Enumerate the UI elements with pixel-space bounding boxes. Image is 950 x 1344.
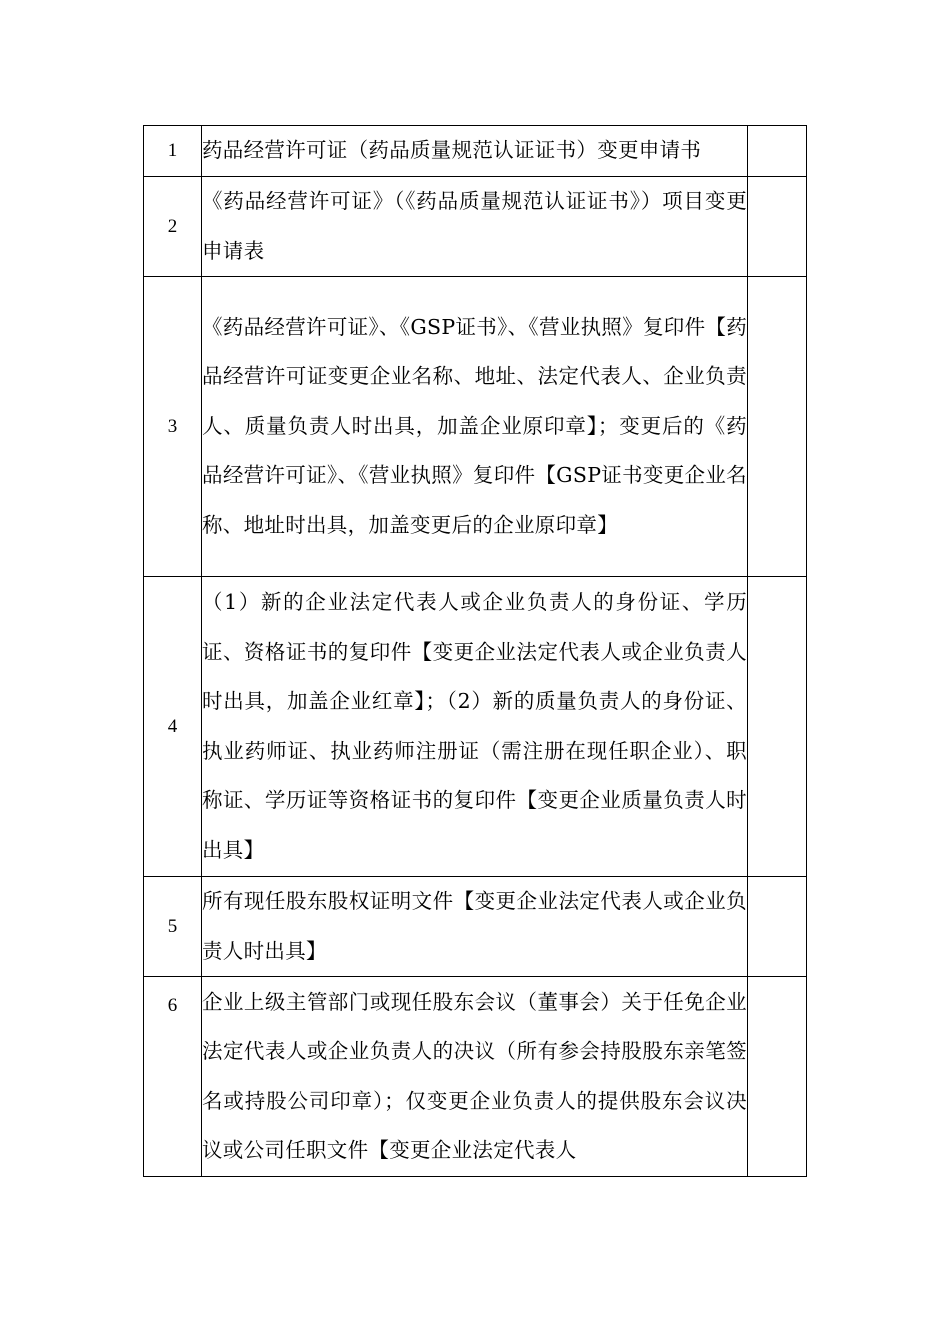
requirements-table	[143, 125, 807, 1177]
table-row	[144, 126, 807, 177]
row-note	[748, 877, 807, 977]
row-content: （1）新的企业法定代表人或企业负责人的身份证、学历证、资格证书的复印件【变更企业法定代表人或企业负责人时出具，加盖企业红章】；（2）新的质量负责人的身份证、执业药师证、执业药师注册证（需注册在现任职企业）、职称证、学历证等资格证书的复印件【变更企业质量负责人时出具】	[202, 577, 748, 877]
row-content: 企业上级主管部门或现任股东会议（董事会）关于任免企业法定代表人或企业负责人的决议（所有参会持股股东亲笔签名或持股公司印章）；仅变更企业负责人的提供股东会议决议或公司任职文件【变更企业法定代表人	[202, 977, 748, 1177]
row-number: 1	[144, 126, 202, 177]
table-row	[144, 877, 807, 977]
table-row	[144, 577, 807, 877]
table-row	[144, 177, 807, 277]
row-number: 3	[144, 277, 202, 577]
row-content: 《药品经营许可证》（《药品质量规范认证证书》）项目变更申请表	[202, 177, 748, 277]
row-content: 《药品经营许可证》、《GSP证书》、《营业执照》复印件【药品经营许可证变更企业名称、地址、法定代表人、企业负责人、质量负责人时出具，加盖企业原印章】；变更后的《药品经营许可证》、《营业执照》复印件【GSP证书变更企业名称、地址时出具，加盖变更后的企业原印章】	[202, 277, 748, 577]
row-note	[748, 577, 807, 877]
row-number: 4	[144, 577, 202, 877]
row-note	[748, 977, 807, 1177]
row-number: 2	[144, 177, 202, 277]
row-note	[748, 177, 807, 277]
table-row	[144, 977, 807, 1177]
table-row	[144, 277, 807, 577]
row-note	[748, 277, 807, 577]
row-content: 药品经营许可证（药品质量规范认证证书）变更申请书	[202, 126, 748, 177]
row-number: 6	[144, 977, 202, 1177]
row-note	[748, 126, 807, 177]
row-number: 5	[144, 877, 202, 977]
row-content: 所有现任股东股权证明文件【变更企业法定代表人或企业负责人时出具】	[202, 877, 748, 977]
